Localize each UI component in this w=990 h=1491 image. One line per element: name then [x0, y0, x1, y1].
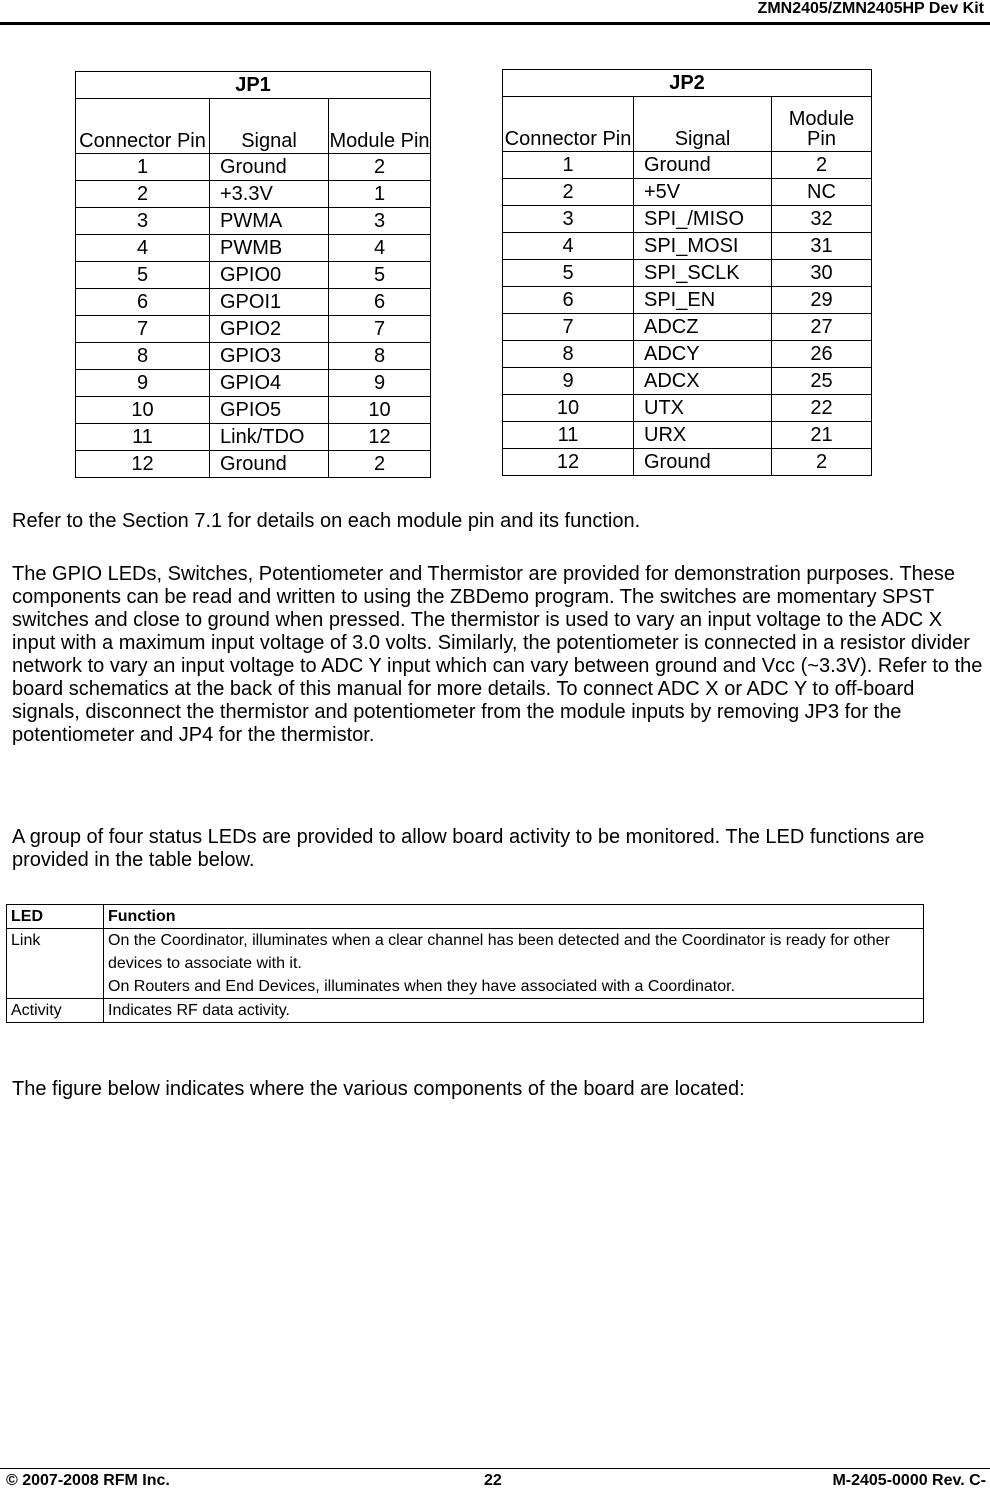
table-row — [7, 999, 924, 1023]
jp1-signal-cell: GPOI1 — [210, 289, 329, 316]
jp2-signal-cell: ADCY — [634, 341, 772, 368]
jp1-col-signal: Signal — [210, 99, 329, 154]
jp2-title: JP2 — [503, 70, 872, 97]
jp1-signal-cell: GPIO2 — [210, 316, 329, 343]
jp1-signal-cell: PWMA — [210, 208, 329, 235]
jp2-module-pin-cell: 21 — [772, 422, 872, 449]
jp1-signal-cell: Ground — [210, 451, 329, 478]
table-row — [76, 451, 431, 478]
jp2-signal-cell: ADCX — [634, 368, 772, 395]
table-row — [76, 289, 431, 316]
table-row — [76, 181, 431, 208]
jp1-connector-pin-cell: 9 — [76, 370, 210, 397]
jp1-module-pin-cell: 12 — [329, 424, 431, 451]
jp1-connector-pin-cell: 5 — [76, 262, 210, 289]
jp1-module-pin-cell: 1 — [329, 181, 431, 208]
jp2-connector-pin-cell: 5 — [503, 260, 634, 287]
jp1-col-module: Module Pin — [329, 99, 431, 154]
jp1-connector-pin-cell: 1 — [76, 154, 210, 181]
jp2-connector-pin-cell: 3 — [503, 206, 634, 233]
jp1-signal-cell: Ground — [210, 154, 329, 181]
jp1-module-pin-cell: 3 — [329, 208, 431, 235]
table-row — [76, 370, 431, 397]
jp1-module-pin-cell: 2 — [329, 154, 431, 181]
table-row — [76, 154, 431, 181]
jp2-signal-cell: URX — [634, 422, 772, 449]
jp2-col-module: Module Pin — [772, 97, 872, 152]
jp2-module-pin-cell: 31 — [772, 233, 872, 260]
led-col-led: LED — [7, 905, 104, 929]
led-name-link: Link — [7, 929, 104, 999]
table-row — [503, 368, 872, 395]
document-header-title: ZMN2405/ZMN2405HP Dev Kit — [757, 0, 984, 17]
table-row — [76, 397, 431, 424]
jp2-signal-cell: SPI_EN — [634, 287, 772, 314]
jp1-module-pin-cell: 10 — [329, 397, 431, 424]
jp2-connector-pin-cell: 11 — [503, 422, 634, 449]
jp1-module-pin-cell: 8 — [329, 343, 431, 370]
jp1-connector-pin-cell: 11 — [76, 424, 210, 451]
jp1-signal-cell: +3.3V — [210, 181, 329, 208]
led-desc-link-routers: On Routers and End Devices, illuminates when they have associated with a Coordinator. — [108, 978, 736, 995]
led-desc-activity: Indicates RF data activity. — [104, 999, 924, 1023]
jp2-rows — [503, 152, 872, 476]
table-row — [503, 287, 872, 314]
footer-rule — [0, 1468, 990, 1469]
jp1-connector-pin-cell: 6 — [76, 289, 210, 316]
table-row — [76, 424, 431, 451]
led-function-table — [6, 904, 924, 1023]
jp2-module-pin-cell: 2 — [772, 449, 872, 476]
jp2-module-pin-cell: 30 — [772, 260, 872, 287]
jp2-col-connector: Connector Pin — [503, 97, 634, 152]
table-row — [503, 341, 872, 368]
jp2-connector-pin-cell: 4 — [503, 233, 634, 260]
paragraph-gpio-description: The GPIO LEDs, Switches, Potentiometer and Thermistor are provided for demonstration purposes. These components can be read and written to using the ZBDemo program. The switches are momentary SPST switches and close to ground when pressed. The thermistor is used to vary an input voltage to the ADC X input with a maximum input voltage of 3.0 volts. Similarly, the potentiometer is connected in a resistor divider network to vary an input voltage to ADC Y input which can vary between ground and Vcc (~3.3V). Refer to the board schematics at the back of this manual for more details. To connect ADC X or ADC Y to off-board signals, disconnect the thermistor and potentiometer from the module inputs by removing JP3 for the potentiometer and JP4 for the thermistor. — [12, 563, 983, 746]
jp1-table — [75, 71, 431, 478]
jp2-signal-cell: UTX — [634, 395, 772, 422]
jp2-connector-pin-cell: 10 — [503, 395, 634, 422]
jp1-module-pin-cell: 6 — [329, 289, 431, 316]
table-row — [503, 179, 872, 206]
jp1-connector-pin-cell: 4 — [76, 235, 210, 262]
jp2-connector-pin-cell: 9 — [503, 368, 634, 395]
jp2-module-pin-cell: 22 — [772, 395, 872, 422]
jp1-signal-cell: GPIO4 — [210, 370, 329, 397]
jp1-module-pin-cell: 7 — [329, 316, 431, 343]
jp1-module-pin-cell: 2 — [329, 451, 431, 478]
jp1-module-pin-cell: 4 — [329, 235, 431, 262]
jp2-connector-pin-cell: 7 — [503, 314, 634, 341]
table-row — [503, 233, 872, 260]
jp1-connector-pin-cell: 3 — [76, 208, 210, 235]
jp1-module-pin-cell: 9 — [329, 370, 431, 397]
footer-document-id: M-2405-0000 Rev. C- — [832, 1472, 986, 1489]
jp2-signal-cell: SPI_SCLK — [634, 260, 772, 287]
table-row — [503, 314, 872, 341]
jp2-module-pin-cell: 25 — [772, 368, 872, 395]
jp2-connector-pin-cell: 6 — [503, 287, 634, 314]
table-row — [503, 449, 872, 476]
jp2-signal-cell: Ground — [634, 152, 772, 179]
table-row — [503, 260, 872, 287]
table-row — [76, 316, 431, 343]
jp2-module-pin-cell: 29 — [772, 287, 872, 314]
table-row — [76, 235, 431, 262]
jp2-connector-pin-cell: 1 — [503, 152, 634, 179]
led-name-activity: Activity — [7, 999, 104, 1023]
jp2-col-signal: Signal — [634, 97, 772, 152]
jp2-module-pin-cell: 26 — [772, 341, 872, 368]
table-row — [76, 343, 431, 370]
jp2-signal-cell: Ground — [634, 449, 772, 476]
footer-copyright: © 2007-2008 RFM Inc. — [6, 1472, 170, 1489]
jp2-module-pin-cell: NC — [772, 179, 872, 206]
jp2-signal-cell: SPI_MOSI — [634, 233, 772, 260]
jp1-module-pin-cell: 5 — [329, 262, 431, 289]
jp1-signal-cell: GPIO5 — [210, 397, 329, 424]
jp1-title: JP1 — [76, 72, 431, 99]
led-desc-link-coordinator: On the Coordinator, illuminates when a clear channel has been detected and the Coordinator is ready for other devices to associate with it. — [108, 932, 890, 972]
jp1-connector-pin-cell: 7 — [76, 316, 210, 343]
jp2-table — [502, 69, 872, 476]
table-row — [7, 929, 924, 999]
table-row — [76, 262, 431, 289]
jp1-signal-cell: PWMB — [210, 235, 329, 262]
jp2-connector-pin-cell: 12 — [503, 449, 634, 476]
jp1-signal-cell: GPIO0 — [210, 262, 329, 289]
footer-page-number: 22 — [484, 1472, 502, 1489]
jp2-module-pin-cell: 27 — [772, 314, 872, 341]
led-desc-link — [104, 929, 924, 999]
jp1-connector-pin-cell: 2 — [76, 181, 210, 208]
jp2-module-pin-cell: 2 — [772, 152, 872, 179]
jp2-signal-cell: SPI_/MISO — [634, 206, 772, 233]
table-row — [503, 422, 872, 449]
jp1-signal-cell: Link/TDO — [210, 424, 329, 451]
table-row — [503, 152, 872, 179]
paragraph-figure-intro: The figure below indicates where the various components of the board are located: — [12, 1078, 745, 1100]
led-col-function: Function — [104, 905, 924, 929]
jp1-rows — [76, 154, 431, 478]
table-row — [503, 395, 872, 422]
jp2-connector-pin-cell: 8 — [503, 341, 634, 368]
paragraph-status-leds: A group of four status LEDs are provided to allow board activity to be monitored. The LED functions are provided in the table below. — [12, 826, 925, 871]
table-row — [76, 208, 431, 235]
jp2-connector-pin-cell: 2 — [503, 179, 634, 206]
jp2-module-pin-cell: 32 — [772, 206, 872, 233]
jp2-signal-cell: +5V — [634, 179, 772, 206]
jp1-signal-cell: GPIO3 — [210, 343, 329, 370]
header-rule — [0, 22, 990, 25]
jp1-connector-pin-cell: 12 — [76, 451, 210, 478]
jp1-connector-pin-cell: 10 — [76, 397, 210, 424]
jp1-connector-pin-cell: 8 — [76, 343, 210, 370]
table-row — [503, 206, 872, 233]
jp1-col-connector: Connector Pin — [76, 99, 210, 154]
paragraph-section-ref: Refer to the Section 7.1 for details on each module pin and its function. — [12, 510, 641, 532]
jp2-signal-cell: ADCZ — [634, 314, 772, 341]
